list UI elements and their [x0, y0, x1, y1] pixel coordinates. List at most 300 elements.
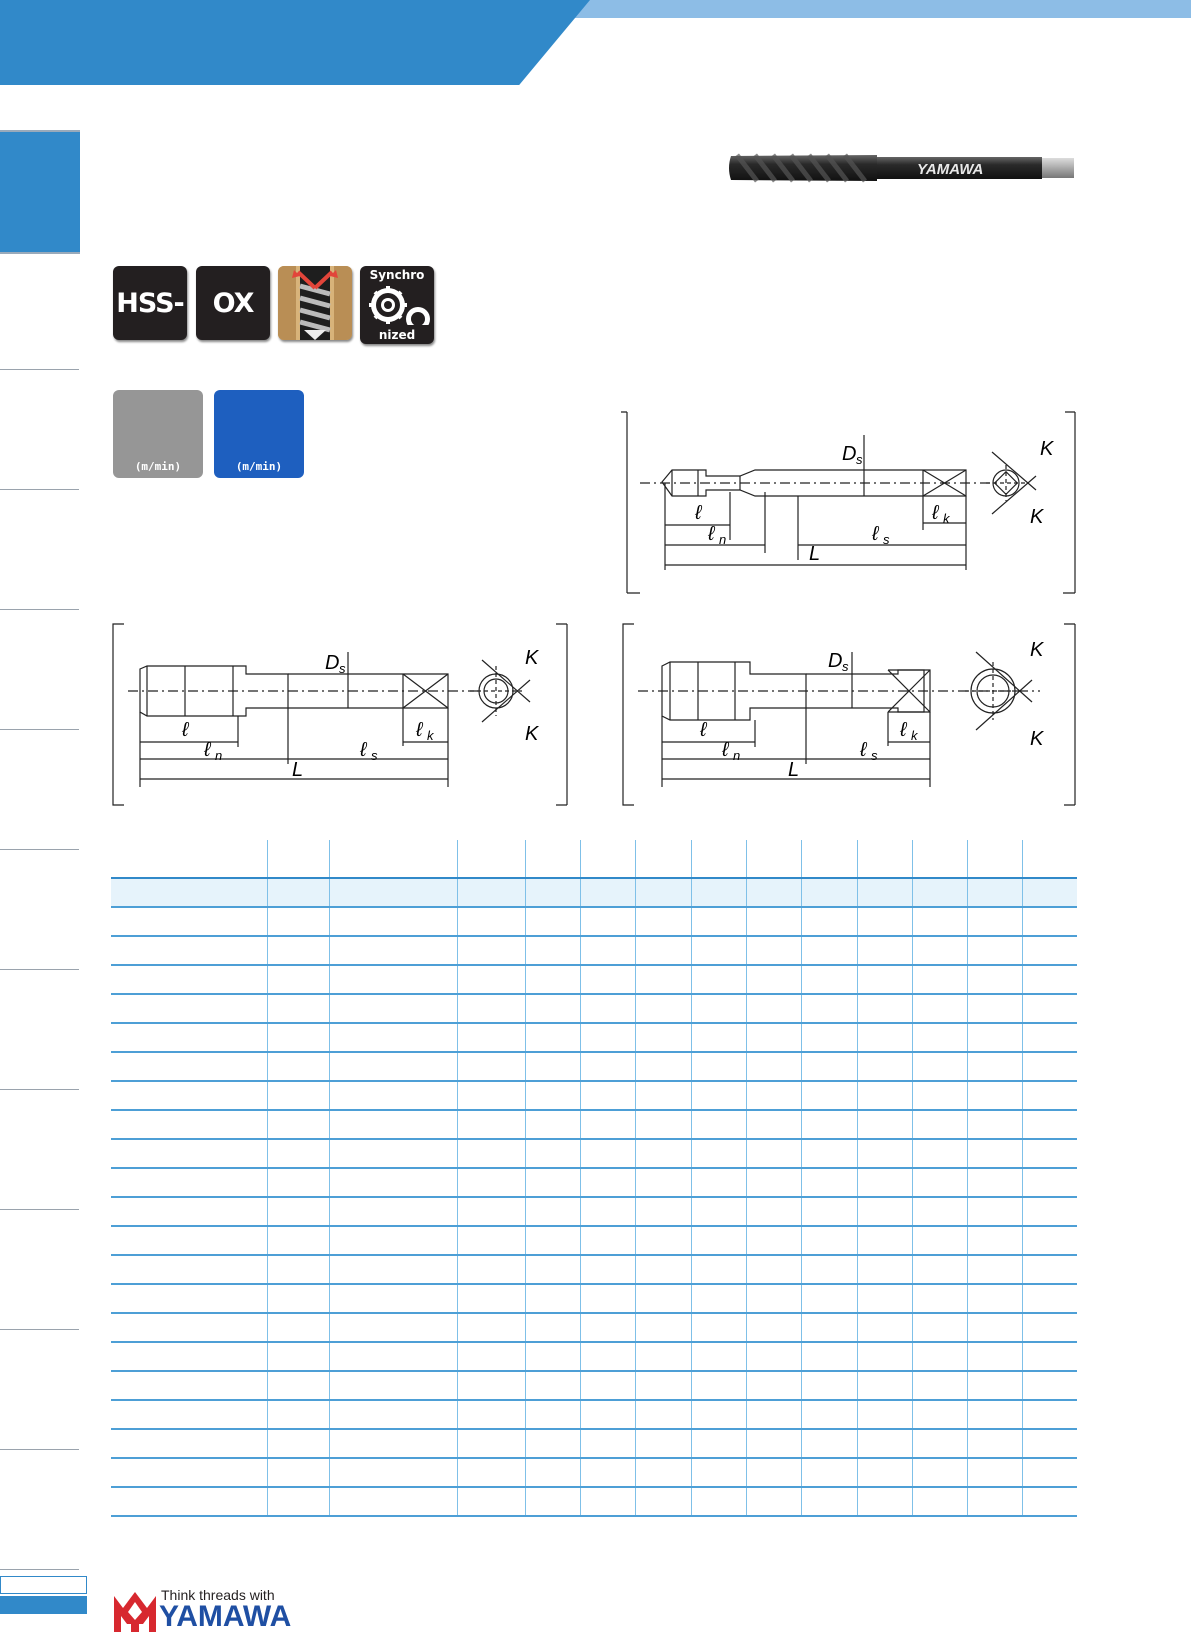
table-cell — [691, 1081, 746, 1110]
table-cell — [801, 1458, 857, 1487]
table-cell — [691, 1255, 746, 1284]
table-cell — [801, 878, 857, 907]
table-cell — [691, 1342, 746, 1371]
table-cell — [1022, 1284, 1077, 1313]
table-row — [111, 1400, 1077, 1429]
table-cell — [580, 936, 635, 965]
table-cell — [691, 1371, 746, 1400]
table-cell — [525, 1284, 580, 1313]
table-cell — [329, 1342, 457, 1371]
table-cell — [329, 965, 457, 994]
table-cell — [329, 1081, 457, 1110]
dim-Ds-sub: s — [856, 452, 863, 467]
table-cell — [329, 1487, 457, 1516]
table-row — [111, 907, 1077, 936]
table-cell — [857, 1110, 912, 1139]
table-cell — [912, 1052, 967, 1081]
table-row — [111, 1081, 1077, 1110]
table-cell — [525, 1487, 580, 1516]
table-cell — [746, 994, 801, 1023]
table-cell — [525, 1197, 580, 1226]
table-cell — [580, 1110, 635, 1139]
table-cell — [580, 1226, 635, 1255]
dim-Ds: D — [842, 443, 857, 465]
dim-K-top: K — [525, 647, 539, 669]
table-cell — [746, 1168, 801, 1197]
table-cell — [525, 1081, 580, 1110]
synchronized-badge — [360, 266, 434, 344]
table-cell — [967, 1313, 1022, 1342]
table-cell — [111, 840, 267, 878]
table-cell — [1022, 1139, 1077, 1168]
table-cell — [635, 840, 691, 878]
table-cell — [691, 1400, 746, 1429]
table-cell — [111, 878, 267, 907]
table-cell — [111, 1197, 267, 1226]
table-cell — [967, 907, 1022, 936]
table-cell — [1022, 1458, 1077, 1487]
table-cell — [1022, 1052, 1077, 1081]
tap-drawing-2 — [110, 622, 570, 807]
table-cell — [635, 1255, 691, 1284]
dim-Ds-sub: s — [339, 661, 346, 676]
table-row — [111, 1052, 1077, 1081]
table-cell — [329, 1023, 457, 1052]
table-cell — [525, 1313, 580, 1342]
table-cell — [329, 1110, 457, 1139]
table-cell — [746, 1255, 801, 1284]
table-cell — [111, 1023, 267, 1052]
table-row — [111, 1284, 1077, 1313]
table-cell — [746, 878, 801, 907]
table-cell — [857, 1429, 912, 1458]
table-cell — [267, 965, 329, 994]
table-cell — [967, 1168, 1022, 1197]
dim-K-top: K — [1030, 639, 1044, 661]
table-cell — [967, 1255, 1022, 1284]
table-cell — [457, 994, 525, 1023]
side-divider — [0, 1329, 79, 1330]
table-cell — [525, 1226, 580, 1255]
table-cell — [580, 1197, 635, 1226]
tap-drawing-1 — [620, 410, 1080, 595]
page-number-bar — [0, 1596, 87, 1614]
table-cell — [691, 1313, 746, 1342]
table-cell — [1022, 1110, 1077, 1139]
table-cell — [329, 1139, 457, 1168]
table-cell — [635, 1052, 691, 1081]
table-cell — [801, 1284, 857, 1313]
table-row — [111, 1487, 1077, 1516]
tap-product-image — [727, 150, 1076, 186]
table-row — [111, 1168, 1077, 1197]
table-cell — [691, 1284, 746, 1313]
table-cell — [967, 1400, 1022, 1429]
hss-badge-label: HSS- — [116, 287, 184, 319]
page-number-box — [0, 1576, 87, 1594]
hss-badge — [113, 266, 187, 340]
table-cell — [329, 994, 457, 1023]
table-cell — [801, 965, 857, 994]
footer-brand: YAMAWA — [159, 1600, 292, 1633]
table-cell — [329, 907, 457, 936]
table-cell — [635, 1400, 691, 1429]
side-divider — [0, 1569, 79, 1570]
table-cell — [912, 1023, 967, 1052]
table-cell — [691, 1197, 746, 1226]
table-cell — [801, 1255, 857, 1284]
chip-evacuation-badge — [278, 266, 352, 340]
table-cell — [857, 907, 912, 936]
table-cell — [857, 1342, 912, 1371]
ox-coating-badge — [196, 266, 270, 340]
dim-l: ℓ — [700, 719, 707, 741]
table-cell — [967, 965, 1022, 994]
table-cell — [457, 1429, 525, 1458]
side-divider — [0, 609, 79, 610]
table-cell — [525, 1400, 580, 1429]
table-row — [111, 1255, 1077, 1284]
table-cell — [857, 1197, 912, 1226]
table-cell — [457, 840, 525, 878]
table-cell — [111, 936, 267, 965]
table-cell — [801, 1023, 857, 1052]
table-cell — [329, 1226, 457, 1255]
table-cell — [267, 1110, 329, 1139]
dim-K-bottom: K — [1030, 506, 1044, 528]
table-cell — [912, 965, 967, 994]
table-row — [111, 1371, 1077, 1400]
table-cell — [457, 1168, 525, 1197]
table-cell — [857, 1313, 912, 1342]
table-cell — [580, 1487, 635, 1516]
table-cell — [912, 1487, 967, 1516]
table-cell — [580, 1284, 635, 1313]
table-cell — [691, 1487, 746, 1516]
table-cell — [967, 1487, 1022, 1516]
table-cell — [329, 1197, 457, 1226]
table-cell — [267, 1371, 329, 1400]
nized-label: nized — [378, 328, 416, 342]
table-cell — [267, 1487, 329, 1516]
table-cell — [801, 1371, 857, 1400]
dim-ls-sub: s — [371, 748, 378, 763]
table-cell — [635, 1197, 691, 1226]
table-cell — [267, 878, 329, 907]
table-cell — [912, 1139, 967, 1168]
table-cell — [801, 1429, 857, 1458]
table-cell — [267, 1197, 329, 1226]
dim-ls: ℓ — [860, 739, 867, 761]
table-row — [111, 1023, 1077, 1052]
table-cell — [457, 1342, 525, 1371]
table-cell — [857, 1052, 912, 1081]
synchro-label: Synchro — [369, 268, 425, 282]
table-cell — [1022, 907, 1077, 936]
table-cell — [267, 1081, 329, 1110]
table-cell — [635, 936, 691, 965]
table-cell — [801, 1110, 857, 1139]
table-cell — [267, 840, 329, 878]
ox-badge-label: OX — [212, 287, 254, 319]
table-cell — [525, 1458, 580, 1487]
dim-lk: ℓ — [900, 719, 907, 741]
table-cell — [1022, 1197, 1077, 1226]
table-cell — [691, 936, 746, 965]
side-divider — [0, 369, 79, 370]
table-cell — [111, 1110, 267, 1139]
table-cell — [267, 1052, 329, 1081]
table-cell — [912, 840, 967, 878]
table-cell — [111, 1458, 267, 1487]
table-cell — [329, 1458, 457, 1487]
table-cell — [457, 1110, 525, 1139]
table-cell — [580, 1313, 635, 1342]
table-cell — [329, 1429, 457, 1458]
table-cell — [1022, 1342, 1077, 1371]
table-cell — [967, 936, 1022, 965]
table-cell — [580, 1023, 635, 1052]
table-cell — [912, 1400, 967, 1429]
table-cell — [857, 1023, 912, 1052]
table-cell — [525, 1168, 580, 1197]
table-cell — [801, 1168, 857, 1197]
table-cell — [746, 907, 801, 936]
table-cell — [525, 936, 580, 965]
table-cell — [457, 1226, 525, 1255]
table-cell — [635, 1226, 691, 1255]
table-row — [111, 1429, 1077, 1458]
table-cell — [1022, 1313, 1077, 1342]
speed-unit: (m/min) — [134, 460, 182, 473]
table-cell — [801, 936, 857, 965]
dim-K-bottom: K — [1030, 728, 1044, 750]
table-cell — [967, 878, 1022, 907]
table-cell — [967, 1371, 1022, 1400]
dim-ls: ℓ — [872, 523, 879, 545]
table-row — [111, 1226, 1077, 1255]
table-cell — [746, 936, 801, 965]
table-cell — [967, 1110, 1022, 1139]
table-row — [111, 1197, 1077, 1226]
table-cell — [912, 1226, 967, 1255]
table-cell — [912, 1458, 967, 1487]
table-cell — [457, 1371, 525, 1400]
table-cell — [691, 1110, 746, 1139]
table-cell — [635, 1284, 691, 1313]
table-cell — [746, 1371, 801, 1400]
table-cell — [857, 1081, 912, 1110]
table-cell — [111, 1400, 267, 1429]
table-header-row — [111, 840, 1077, 878]
table-cell — [801, 840, 857, 878]
table-cell — [912, 878, 967, 907]
table-cell — [267, 1255, 329, 1284]
table-cell — [912, 907, 967, 936]
table-cell — [267, 1168, 329, 1197]
table-cell — [111, 1487, 267, 1516]
table-cell — [457, 1458, 525, 1487]
table-cell — [857, 936, 912, 965]
table-cell — [912, 1429, 967, 1458]
table-cell — [267, 1226, 329, 1255]
table-cell — [580, 1081, 635, 1110]
table-cell — [111, 907, 267, 936]
table-row — [111, 878, 1077, 907]
table-cell — [267, 1429, 329, 1458]
dim-l: ℓ — [182, 719, 189, 741]
table-cell — [967, 1023, 1022, 1052]
table-cell — [329, 1371, 457, 1400]
side-divider — [0, 1209, 79, 1210]
table-cell — [967, 1458, 1022, 1487]
dim-ls-sub: s — [883, 532, 890, 547]
table-cell — [457, 1081, 525, 1110]
speed-box-gray — [113, 390, 203, 478]
table-cell — [635, 1139, 691, 1168]
table-cell — [1022, 965, 1077, 994]
table-cell — [329, 1168, 457, 1197]
table-cell — [746, 840, 801, 878]
table-cell — [525, 1052, 580, 1081]
table-cell — [746, 1110, 801, 1139]
table-cell — [580, 878, 635, 907]
table-cell — [857, 1400, 912, 1429]
table-cell — [267, 936, 329, 965]
table-cell — [457, 1139, 525, 1168]
table-cell — [801, 1052, 857, 1081]
dim-ls-sub: s — [871, 748, 878, 763]
table-row — [111, 1458, 1077, 1487]
footer-tagline: Think threads with — [161, 1587, 275, 1603]
table-cell — [635, 907, 691, 936]
dim-lk-sub: k — [911, 728, 918, 743]
dim-K-bottom: K — [525, 723, 539, 745]
table-cell — [1022, 1371, 1077, 1400]
table-cell — [801, 1226, 857, 1255]
table-cell — [801, 1487, 857, 1516]
table-cell — [267, 994, 329, 1023]
table-cell — [111, 1342, 267, 1371]
table-cell — [580, 1168, 635, 1197]
table-cell — [746, 1487, 801, 1516]
table-cell — [635, 994, 691, 1023]
table-cell — [580, 1429, 635, 1458]
dim-Ds-sub: s — [842, 659, 849, 674]
table-cell — [801, 1197, 857, 1226]
table-row — [111, 1139, 1077, 1168]
table-cell — [691, 1139, 746, 1168]
table-cell — [457, 907, 525, 936]
table-cell — [525, 1139, 580, 1168]
table-cell — [1022, 878, 1077, 907]
table-cell — [329, 1284, 457, 1313]
table-cell — [267, 1139, 329, 1168]
table-cell — [267, 907, 329, 936]
table-cell — [525, 994, 580, 1023]
side-divider — [0, 729, 79, 730]
table-cell — [111, 1255, 267, 1284]
table-cell — [746, 1313, 801, 1342]
table-cell — [857, 878, 912, 907]
table-cell — [912, 994, 967, 1023]
dim-ln: ℓ — [722, 739, 729, 761]
table-cell — [525, 907, 580, 936]
dim-ln: ℓ — [708, 523, 715, 545]
table-cell — [635, 1458, 691, 1487]
table-cell — [457, 1052, 525, 1081]
table-cell — [267, 1400, 329, 1429]
table-cell — [267, 1342, 329, 1371]
dim-ln-sub: n — [733, 748, 741, 763]
table-cell — [801, 1313, 857, 1342]
table-cell — [580, 1052, 635, 1081]
table-row — [111, 994, 1077, 1023]
table-cell — [1022, 1168, 1077, 1197]
table-cell — [801, 994, 857, 1023]
table-cell — [691, 1226, 746, 1255]
speed-box-blue — [214, 390, 304, 478]
table-cell — [912, 1284, 967, 1313]
header-band — [0, 0, 590, 85]
table-cell — [329, 1255, 457, 1284]
table-cell — [111, 1226, 267, 1255]
dim-L: L — [809, 543, 821, 565]
table-cell — [329, 878, 457, 907]
table-cell — [857, 1168, 912, 1197]
chip-evacuation-icon — [278, 266, 352, 340]
table-cell — [635, 1342, 691, 1371]
table-cell — [691, 840, 746, 878]
table-cell — [267, 1458, 329, 1487]
table-cell — [525, 1255, 580, 1284]
table-cell — [801, 907, 857, 936]
section-tab[interactable] — [0, 130, 80, 254]
table-cell — [1022, 1487, 1077, 1516]
table-cell — [525, 1110, 580, 1139]
table-cell — [457, 878, 525, 907]
side-divider — [0, 489, 79, 490]
table-cell — [967, 1081, 1022, 1110]
table-cell — [1022, 1226, 1077, 1255]
side-divider — [0, 849, 79, 850]
table-cell — [746, 1226, 801, 1255]
table-cell — [746, 1429, 801, 1458]
table-cell — [691, 1052, 746, 1081]
table-cell — [857, 840, 912, 878]
table-row — [111, 1342, 1077, 1371]
table-cell — [857, 1139, 912, 1168]
dim-K-top: K — [1040, 438, 1054, 460]
table-cell — [691, 965, 746, 994]
dim-L: L — [292, 759, 304, 781]
table-cell — [457, 1284, 525, 1313]
table-cell — [111, 1168, 267, 1197]
table-cell — [746, 1052, 801, 1081]
table-cell — [111, 1139, 267, 1168]
table-cell — [746, 1284, 801, 1313]
table-cell — [691, 907, 746, 936]
table-cell — [267, 1284, 329, 1313]
table-cell — [525, 965, 580, 994]
table-cell — [635, 1429, 691, 1458]
table-cell — [635, 1081, 691, 1110]
dim-lk: ℓ — [932, 502, 939, 524]
table-cell — [1022, 840, 1077, 878]
table-cell — [746, 1342, 801, 1371]
side-divider — [0, 969, 79, 970]
table-cell — [525, 1371, 580, 1400]
